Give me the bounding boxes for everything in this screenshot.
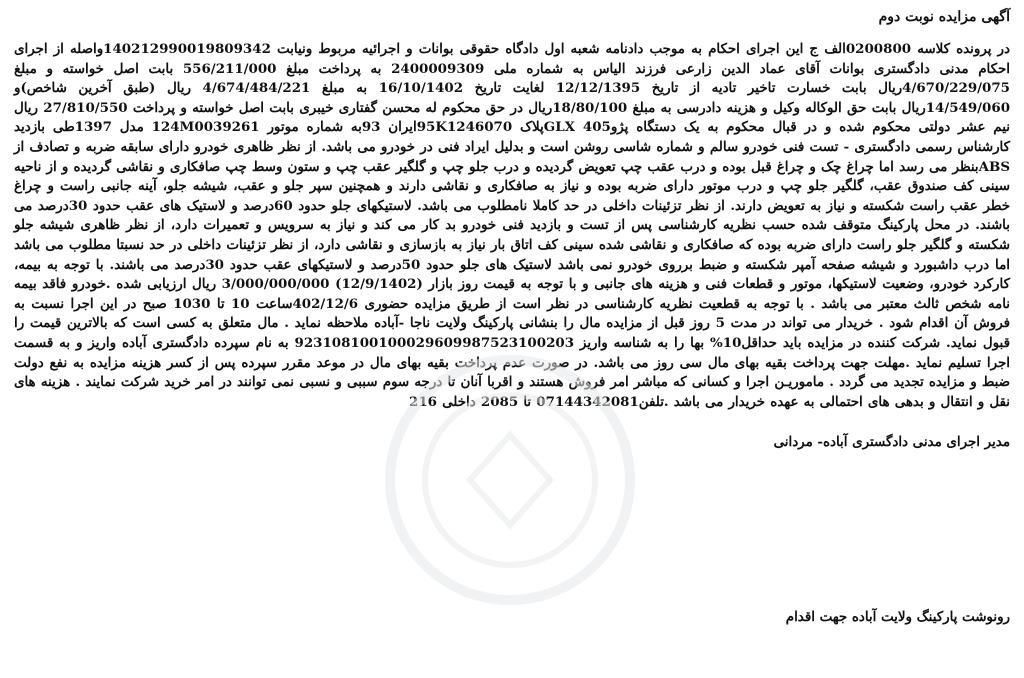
notice-title: آگهی مزایده نوبت دوم (878, 9, 1010, 25)
signature-line: مدیر اجرای مدنی دادگستری آباده- مردانی (773, 434, 1010, 451)
copy-line: رونوشت پارکینگ ولایت آباده جهت اقدام (785, 609, 1010, 625)
notice-body: در پرونده کلاسه 0200800الف ج این اجرای احکام به موجب دادنامه شعبه اول دادگاه حقوقی بوانات و اجرائیه مربوط ونیابت 140212990019809342واصله از اجرای احکام مدنی دادگستری بوانات آقای عماد الدین زارعی فرزند الیاس به شماره ملی 2400009309 به پرداخت مبلغ 556/211/000 بابت اصل خواسته و مبلغ 4/670/229/075ریال بابت خسارت تاخیر تادیه از تاریخ 12/12/1395 لغایت تاریخ 16/10/1402 به مبلغ 4/674/484/221 ریال (طبق آخرین شاخص)و 14/549/060ریال بابت حق الوکاله وکیل و هزینه دادرسی به مبلغ 18/80/100ریال در حق محکوم له محسن گفتاری خیبری بابت اصل خواسته و پرداخت 27/810/550 ریال نیم عشر دولتی محکوم شده و در قبال محکوم به یک دستگاه پژو405 GLXپلاک 95K1246070ایران 93به شماره موتور 124M0039261 مدل 1397طی بازدید کارشناس رسمی دادگستری - تست فنی خودرو سالم و شماره شاسی روشن است و بدلیل ایراد فنی در خودرو می باشد. از نظر ظاهری خودرو دارای سابقه ضربه و تصادف از ABSبنظر می رسد اما چراغ چک و چراغ قبل بوده و درب عقب چپ تعویض گردیده و درب جلو چپ و گلگیر عقب چپ و ستون وسط چپ صافکاری و نقاشی گردیده و از ناحیه سینی کف صندوق عقب، گلگیر جلو چپ و درب موتور دارای ضربه بوده و نیاز به صافکاری و نقاشی دارند و همچنین سپر جلو و عقب، شیشه جلو، آینه جانبی راست و چراغ خطر عقب راست شکسته و نیاز به تعویض دارند. از نظر تزئینات داخلی در حد کاملا نامطلوب می باشد. لاستیکهای جلو حدود 60درصد و لاستیک های عقب حدود 30درصد می باشند. در محل پارکینگ متوقف شده حسب نظریه کارشناسی پس از تست و بازدید فنی خودرو بد کار می کند و نیاز به سرویس و تعمیرات دارد، از نظر ظاهری شیشه جلو شکسته و گلگیر جلو راست دارای ضربه بوده که صافکاری و نقاشی شده سینی کف اتاق بار نیاز به بازسازی و نقاشی دارد، از نظر تزئینات داخلی در حد نسبتا مطلوب می باشد اما درب داشبورد و شیشه صفحه آمپر شکسته و ضبط برروی خودرو نمی باشد لاستیک های جلو حدود 50درصد و لاستیکهای عقب حدود 30درصد می باشند. با توجه به بیمه، کارکرد خودرو، وضعیت لاستیکها، موتور و قطعات فنی و هزینه های جانبی و با توجه به قیمت روز بازار (12/9/1402) 3/000/000/000 ریال ارزیابی شده .خودرو فاقد بیمه نامه شخص ثالث معتبر می باشد . با توجه به قطعیت نظریه کارشناسی در نظر است از طریق مزایده حضوری 402/12/6ساعت 10 تا 1030 صبح در این اجرا نسبت به فروش آن اقدام شود . خریدار می تواند در مدت 5 روز قبل از مزایده مال را بنشانی پارکینگ ولایت ناجا -آباده ملاحظه نماید . مال متعلق به کسی است که بالاترین قیمت را قبول نماید. شرکت کننده در مزایده باید حداقل10% بها را به شناسه واریز 9231081001000296099875231002​03 به نام سپرده دادگستری آباده واریز و به قسمت اجرا تسلیم نماید .مهلت جهت پرداخت بقیه بهای مال سی روز می باشد. در صورت عدم پرداخت بقیه بهای مال در موعد مقرر سپرده پس از کسر هزینه مزایده به نفع دولت ضبط و مزایده تجدید می گردد . ماموریـن اجرا و کسانی که مباشر امر فروش هستند و اقربا آنان تا درجه سوم سببی و نسبی نمی توانند در امر خرید شرکت نمایند . هزینه های نقل و انتقال و بدهی های احتمالی به عهده خریدار می باشد .تلفن07144342081 تا 2085 داخلی 216 (14, 41, 1011, 410)
